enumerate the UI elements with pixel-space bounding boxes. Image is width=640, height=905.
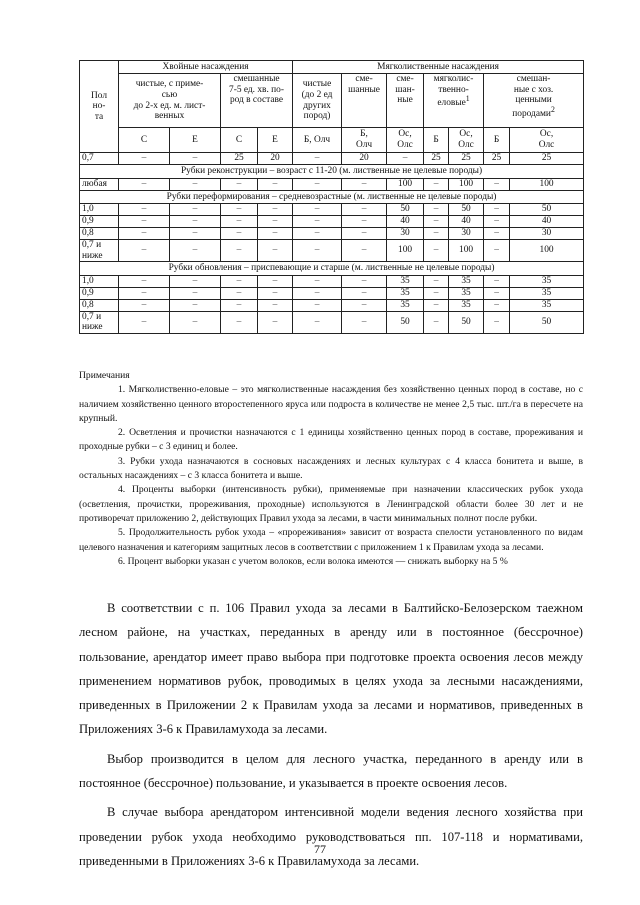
body-paragraph: В случае выбора арендатором интенсивной модели ведения лесного хозяйства при проведении рубок ухода необходимо руководствоваться пп. 107-118 и нормативами, приведенными в Приложениях 3-6 к Правиламухода за лесами. — [79, 805, 583, 868]
value-cell: – — [484, 240, 510, 262]
notes-title: Примечания — [79, 370, 130, 381]
page-number: 77 — [314, 842, 326, 856]
value-cell: – — [484, 287, 510, 299]
table-row — [80, 178, 584, 190]
footnote-1-mark: 1 — [465, 94, 470, 104]
species-cell: С — [119, 128, 170, 153]
value-cell: 35 — [510, 275, 584, 287]
species-cell-text: Б, Олч — [355, 129, 373, 150]
value-cell: – — [424, 228, 449, 240]
value-cell: – — [170, 287, 221, 299]
value-cell: – — [119, 216, 170, 228]
table-row — [80, 275, 584, 287]
value-cell: 100 — [510, 240, 584, 262]
species-cell: Е — [170, 128, 221, 153]
value-cell: – — [119, 178, 170, 190]
header-polnota — [80, 61, 119, 153]
polnota-cell: 0,7 — [80, 153, 119, 165]
value-cell: 35 — [449, 287, 484, 299]
polnota-cell: 0,9 — [80, 287, 119, 299]
species-cell-text: Ос, Олс — [397, 129, 413, 150]
section-title: Рубки переформирования – средневозрастные (м. лиственные не целевые породы) — [80, 190, 584, 204]
polnota-cell: 1,0 — [80, 275, 119, 287]
value-cell: – — [484, 228, 510, 240]
value-cell: – — [258, 204, 293, 216]
value-cell: 50 — [449, 204, 484, 216]
header-soft-mixed2-text: сме- шан- ные — [395, 74, 415, 106]
value-cell: – — [293, 216, 342, 228]
value-cell: 25 — [424, 153, 449, 165]
value-cell: 100 — [387, 178, 424, 190]
header-soft-valuable-text: смешан- ные с хоз. ценными породами — [512, 74, 554, 119]
thinning-norms-table — [79, 60, 584, 334]
header-conifer-mixed — [221, 74, 293, 128]
value-cell: 40 — [510, 216, 584, 228]
value-cell: 35 — [387, 275, 424, 287]
value-cell: – — [119, 311, 170, 333]
value-cell: – — [258, 216, 293, 228]
value-cell: – — [484, 311, 510, 333]
value-cell: – — [342, 228, 387, 240]
value-cell: – — [170, 275, 221, 287]
value-cell: – — [119, 287, 170, 299]
value-cell: 30 — [387, 228, 424, 240]
section-title-row — [80, 190, 584, 204]
header-soft-spruce-text: мягколис- твенно- еловые — [433, 74, 474, 109]
value-cell: – — [221, 204, 258, 216]
value-cell: – — [387, 153, 424, 165]
species-cell — [387, 128, 424, 153]
header-soft-mixed-text: сме- шанные — [348, 74, 380, 95]
note-item: 2. Осветления и прочистки назначаются с 1 единицы хозяйственно ценных пород в составе, прореживания и проходные рубки – с 3 единиц и более. — [79, 427, 583, 453]
value-cell: – — [484, 216, 510, 228]
header-polnota-text: Пол но- та — [90, 90, 107, 122]
value-cell: – — [170, 153, 221, 165]
value-cell: – — [342, 311, 387, 333]
value-cell: – — [424, 275, 449, 287]
section-title: Рубки реконструкции – возраст с 11-20 (м. лиственные не целевые породы) — [80, 165, 584, 179]
note-item: 4. Проценты выборки (интенсивность рубки), применяемые при назначении классических рубок ухода (осветления, прочистки, прореживания, проходные) используются в Ленинградской области более 30 лет и не противоречат приложению 2, действующих Правил ухода за лесами, в части минимальных полнот после рубки. — [79, 484, 583, 524]
header-soft-mixed2 — [387, 74, 424, 128]
header-species-row — [80, 128, 584, 153]
value-cell: 35 — [449, 299, 484, 311]
polnota-cell: 0,9 — [80, 216, 119, 228]
value-cell: – — [293, 287, 342, 299]
value-cell: – — [221, 178, 258, 190]
value-cell: 35 — [387, 287, 424, 299]
value-cell: 50 — [387, 204, 424, 216]
value-cell: – — [293, 204, 342, 216]
species-cell — [342, 128, 387, 153]
value-cell: 20 — [342, 153, 387, 165]
species-cell — [510, 128, 584, 153]
species-cell-text: Ос, Олс — [458, 129, 474, 150]
value-cell: – — [342, 275, 387, 287]
header-conifer-pure — [119, 74, 221, 128]
table-row — [80, 216, 584, 228]
notes-block — [79, 369, 583, 569]
value-cell: – — [170, 311, 221, 333]
value-cell: 35 — [510, 299, 584, 311]
value-cell: 25 — [510, 153, 584, 165]
value-cell: 25 — [484, 153, 510, 165]
value-cell: 100 — [387, 240, 424, 262]
value-cell: – — [342, 299, 387, 311]
polnota-cell: 0,7 и ниже — [80, 240, 119, 262]
value-cell: – — [342, 178, 387, 190]
header-conifer-pure-text: чистые, с приме- сью до 2-х ед. м. лист- венных — [133, 79, 206, 122]
value-cell: 50 — [387, 311, 424, 333]
value-cell: – — [258, 178, 293, 190]
value-cell: – — [293, 311, 342, 333]
value-cell: 35 — [510, 287, 584, 299]
table-row — [80, 240, 584, 262]
value-cell: – — [119, 153, 170, 165]
value-cell: 20 — [258, 153, 293, 165]
value-cell: – — [170, 216, 221, 228]
body-paragraph: В соответствии с п. 106 Правил ухода за лесами в Балтийско-Белозерском таежном лесном районе, на участках, переданных в аренду или в постоянное (бессрочное) пользование, арендатор имеет право выбора при подготовке проекта освоения лесов между применением нормативов рубок, проводимых в целях ухода за лесными насаждениями, приведенных в Приложении 2 к Правилам ухода за лесами и нормативов, приведенных в Приложениях 3-6 к Правиламухода за лесами. — [79, 601, 583, 737]
value-cell: – — [293, 275, 342, 287]
species-cell: С — [221, 128, 258, 153]
value-cell: – — [342, 240, 387, 262]
header-conifer: Хвойные насаждения — [119, 61, 293, 74]
value-cell: – — [119, 228, 170, 240]
species-cell — [449, 128, 484, 153]
note-item: 3. Рубки ухода назначаются в сосновых насаждениях и лесных культурах с 4 класса бонитета и выше, в остальных насаждениях – с 3 класса бонитета и выше. — [79, 455, 583, 482]
polnota-cell: 0,8 — [80, 228, 119, 240]
value-cell: – — [170, 240, 221, 262]
body-text — [79, 596, 583, 878]
value-cell: – — [342, 216, 387, 228]
value-cell: – — [484, 204, 510, 216]
value-cell: – — [258, 299, 293, 311]
table-row — [80, 299, 584, 311]
value-cell: – — [424, 216, 449, 228]
species-cell: Б — [484, 128, 510, 153]
value-cell: 100 — [510, 178, 584, 190]
header-softwood: Мягколиственные насаждения — [293, 61, 584, 74]
value-cell: – — [119, 275, 170, 287]
value-cell: – — [258, 240, 293, 262]
header-soft-valuable — [484, 74, 584, 128]
value-cell: – — [258, 275, 293, 287]
value-cell: – — [221, 311, 258, 333]
value-cell: 40 — [387, 216, 424, 228]
value-cell: 30 — [449, 228, 484, 240]
value-cell: – — [484, 275, 510, 287]
value-cell: – — [293, 153, 342, 165]
value-cell: – — [484, 299, 510, 311]
table-row — [80, 153, 584, 165]
value-cell: – — [258, 311, 293, 333]
value-cell: – — [424, 240, 449, 262]
value-cell: 30 — [510, 228, 584, 240]
table-row — [80, 204, 584, 216]
table-row — [80, 228, 584, 240]
value-cell: – — [424, 287, 449, 299]
value-cell: – — [119, 240, 170, 262]
section-title-row — [80, 262, 584, 276]
value-cell: – — [221, 275, 258, 287]
value-cell: – — [221, 287, 258, 299]
value-cell: 50 — [449, 311, 484, 333]
value-cell: 50 — [510, 311, 584, 333]
species-cell: Б — [424, 128, 449, 153]
value-cell: – — [293, 240, 342, 262]
species-cell: Е — [258, 128, 293, 153]
header-soft-spruce — [424, 74, 484, 128]
value-cell: – — [293, 228, 342, 240]
value-cell: – — [221, 228, 258, 240]
value-cell: – — [221, 240, 258, 262]
value-cell: – — [119, 204, 170, 216]
polnota-cell: любая — [80, 178, 119, 190]
value-cell: – — [484, 178, 510, 190]
value-cell: – — [424, 299, 449, 311]
header-soft-pure — [293, 74, 342, 128]
value-cell: 100 — [449, 178, 484, 190]
value-cell: – — [221, 216, 258, 228]
value-cell: 35 — [387, 299, 424, 311]
polnota-cell: 0,7 и ниже — [80, 311, 119, 333]
note-item: 1. Мягколиственно-еловые – это мягколиственные насаждения без хозяйственно ценных пород в составе, но с наличием хозяйственно ценного второстепенного яруса или подроста в количестве не менее 2,5 тыс. шт./га в пересчете на крупный. — [79, 384, 583, 424]
value-cell: – — [170, 228, 221, 240]
polnota-cell: 0,8 — [80, 299, 119, 311]
value-cell: – — [424, 178, 449, 190]
value-cell: 25 — [449, 153, 484, 165]
body-paragraph: Выбор производится в целом для лесного участка, переданного в аренду или в постоянное (бессрочное) пользование, и указывается в проекте освоения лесов. — [79, 751, 583, 791]
value-cell: 25 — [221, 153, 258, 165]
value-cell: – — [170, 299, 221, 311]
value-cell: – — [170, 178, 221, 190]
section-title: Рубки обновления – приспевающие и старше (м. лиственные не целевые породы) — [80, 262, 584, 276]
section-title-row — [80, 165, 584, 179]
value-cell: 35 — [449, 275, 484, 287]
species-cell-text: Ос, Олс — [538, 129, 555, 150]
note-item: 6. Процент выборки указан с учетом волоков, если волока имеются — снижать выборку на 5 % — [118, 555, 508, 567]
value-cell: – — [342, 204, 387, 216]
value-cell: – — [258, 228, 293, 240]
polnota-cell: 1,0 — [80, 204, 119, 216]
value-cell: 40 — [449, 216, 484, 228]
value-cell: – — [119, 299, 170, 311]
value-cell: – — [221, 299, 258, 311]
header-conifer-mixed-text: смешанные 7-5 ед. хв. по- род в составе — [229, 74, 284, 106]
header-soft-pure-text: чистые (до 2 ед других пород) — [301, 79, 333, 122]
species-cell: Б, Олч — [293, 128, 342, 153]
value-cell: – — [293, 178, 342, 190]
footnote-2-mark: 2 — [550, 104, 555, 114]
note-item: 5. Продолжительность рубок ухода – «прореживания» зависит от возраста спелости установленного по видам целевого назначения и категориям защитных лесов в соответствии с приложением 1 к Правилам ухода за лесами. — [79, 527, 583, 553]
value-cell: – — [293, 299, 342, 311]
value-cell: – — [342, 287, 387, 299]
table-row — [80, 311, 584, 333]
value-cell: 50 — [510, 204, 584, 216]
header-soft-mixed — [342, 74, 387, 128]
value-cell: – — [258, 287, 293, 299]
value-cell: 100 — [449, 240, 484, 262]
value-cell: – — [424, 204, 449, 216]
table-row — [80, 287, 584, 299]
value-cell: – — [424, 311, 449, 333]
value-cell: – — [170, 204, 221, 216]
